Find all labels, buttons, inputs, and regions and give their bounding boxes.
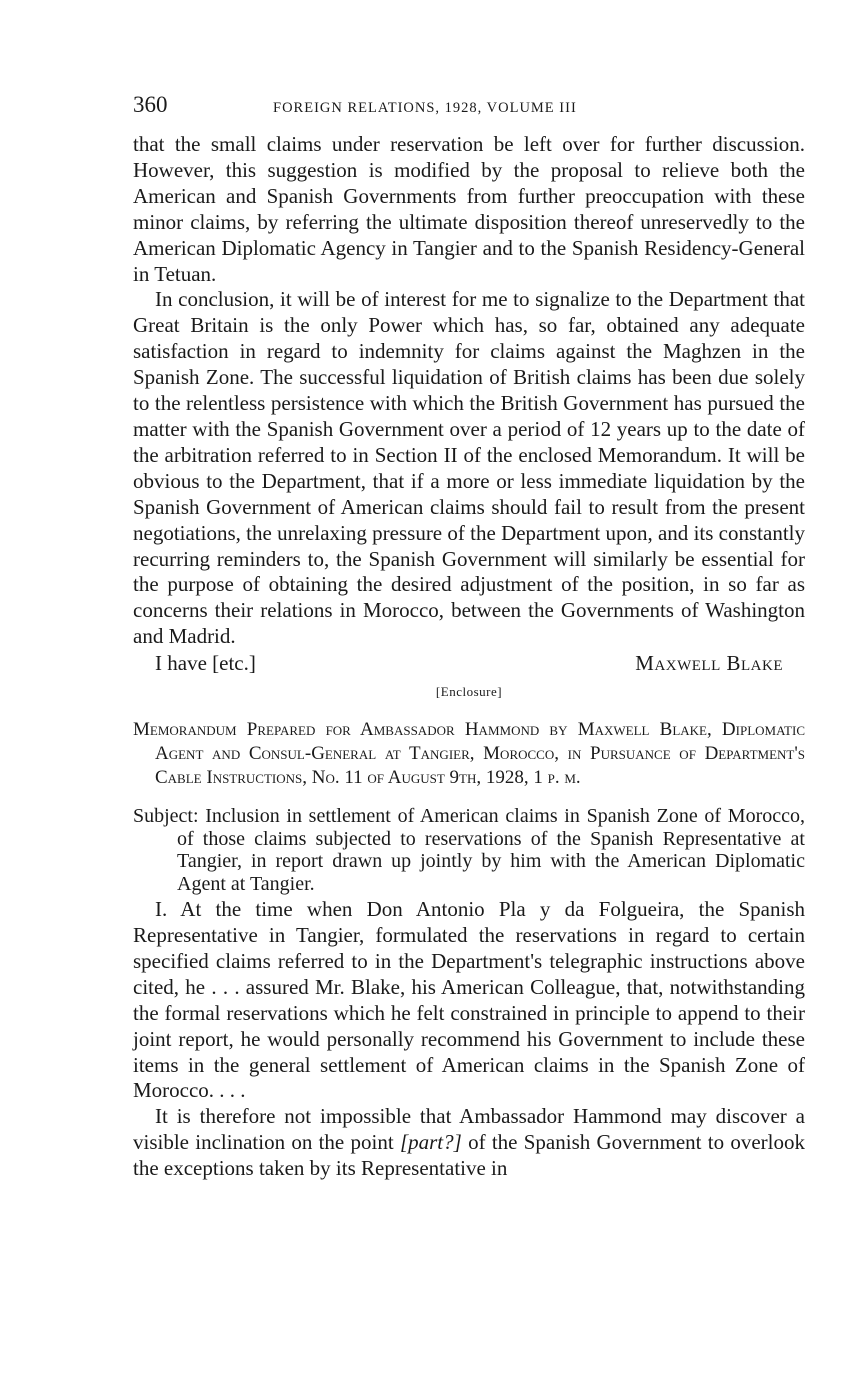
- memo-para2-text-a: It is therefore not impossible that Ambassador Hammond may discover a visible inclination on the point: [133, 1104, 805, 1155]
- letter-paragraph-1: that the small claims under reservation be left over for further discussion. However, this suggestion is modified by the proposal to relieve both the American and Spanish Governments from further preoccupation with these minor claims, by referring the ultimate disposition thereof unreservedly to the American Diplomatic Agency in Tangier and to the Spanish Residency-General in Tetuan.: [133, 132, 805, 286]
- memo-para2-text-b: of the Spanish Government to overlook the exceptions taken by its Representative in: [133, 1130, 805, 1181]
- memo-para2-italic: [part?]: [399, 1130, 462, 1155]
- page-number: 360: [133, 92, 168, 117]
- memorandum-paragraph-1: I. At the time when Don Antonio Pla y da Folgueira, the Spanish Representative in Tangier, formulated the reservations in regard to certain specified claims referred to in the Department's telegraphic instructions above cited, he . . . assured Mr. Blake, his American Colleague, that, notwithstanding the formal reservations which he felt constrained in principle to append to their joint report, he would personally recommend his Government to include these items in the general settlement of American claims in the Spanish Zone of Morocco. . . .: [133, 897, 805, 1103]
- memorandum-title: Memorandum Prepared for Ambassador Hammond by Maxwell Blake, Diplomatic Agent and Consul-General at Tangier, Morocco, in Pursuance of Department's Cable Instructions, No. 11 of August 9th, 1928, 1 p. m.: [133, 719, 805, 789]
- memorandum-paragraph-2: [133, 1104, 805, 1182]
- running-head: FOREIGN RELATIONS, 1928, VOLUME III: [273, 100, 577, 116]
- closing-text: I have [etc.]: [155, 651, 256, 676]
- enclosure-label: [Enclosure]: [435, 684, 503, 700]
- document-page: [133, 92, 805, 1182]
- signature: Maxwell Blake: [635, 651, 783, 676]
- letter-signoff: [133, 650, 805, 676]
- page-header: [133, 92, 805, 126]
- memorandum-subject: Subject: Inclusion in settlement of American claims in Spanish Zone of Morocco, of those claims subjected to reservations of the Spanish Representative at Tangier, in report drawn up jointly by him with the American Diplomatic Agent at Tangier.: [133, 805, 805, 895]
- letter-paragraph-2: In conclusion, it will be of interest for me to signalize to the Department that Great Britain is the only Power which has, so far, obtained any adequate satisfaction in regard to indemnity for claims against the Maghzen in the Spanish Zone. The successful liquidation of British claims has been due solely to the relentless persistence with which the British Government has pursued the matter with the Spanish Government over a period of 12 years up to the date of the arbitration referred to in Section II of the enclosed Memorandum. It will be obvious to the Department, that if a more or less immediate liquidation by the Spanish Government of American claims should fail to result from the present negotiations, the unrelaxing pressure of the Department upon, and its constantly recurring reminders to, the Spanish Government will similarly be essential for the purpose of obtaining the desired adjustment of the position, in so far as concerns their relations in Morocco, between the Governments of Washington and Madrid.: [133, 287, 805, 649]
